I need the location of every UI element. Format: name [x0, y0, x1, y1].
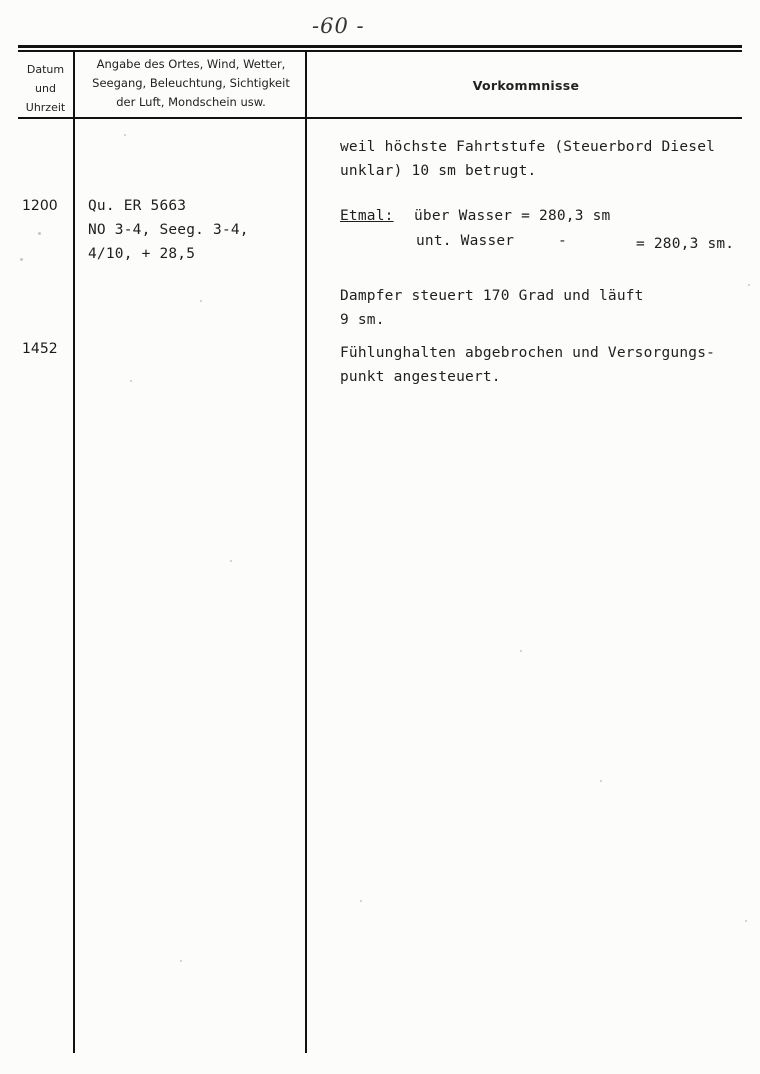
continuation-line-2: unklar) 10 sm betrugt.	[340, 163, 537, 179]
entry-1200-weather: 4/10, + 28,5	[88, 246, 196, 262]
scan-speck	[600, 780, 602, 782]
header-angabe-line1: Angabe des Ortes, Wind, Wetter,	[96, 57, 286, 71]
scan-speck	[520, 650, 522, 652]
scan-speck	[124, 134, 126, 136]
entry-time-1200: 1200	[22, 198, 58, 214]
continuation-line-1: weil höchste Fahrtstufe (Steuerbord Diesel	[340, 139, 716, 155]
header-angabe-line2: Seegang, Beleuchtung, Sichtigkeit	[92, 76, 290, 90]
scan-speck	[748, 284, 750, 286]
scan-speck	[200, 300, 202, 302]
entry-1452-line-1: Fühlunghalten abgebrochen und Versorgungs-	[340, 345, 716, 361]
page-number: -60 -	[312, 14, 365, 38]
etmal-ueber-wasser: über Wasser = 280,3 sm	[414, 208, 611, 224]
dampfer-line-1: Dampfer steuert 170 Grad und läuft	[340, 288, 644, 304]
dampfer-line-2: 9 sm.	[340, 312, 385, 328]
entry-1200-position: Qu. ER 5663	[88, 198, 187, 214]
header-datum-line2: und	[35, 82, 56, 95]
scan-speck	[230, 560, 232, 562]
entry-1452-line-2: punkt angesteuert.	[340, 369, 501, 385]
header-datum	[18, 60, 73, 117]
header-bottom-rule	[18, 117, 742, 119]
header-vorkommnisse: Vorkommnisse	[472, 78, 580, 93]
column-divider-datum	[73, 50, 75, 1053]
scan-speck	[180, 960, 182, 962]
header-angabe	[78, 55, 304, 112]
entry-1200-wind: NO 3-4, Seeg. 3-4,	[88, 222, 249, 238]
etmal-unter-wasser-label: unt. Wasser	[416, 233, 515, 249]
scan-speck	[360, 900, 362, 902]
etmal-unter-wasser-value: = 280,3 sm.	[636, 236, 735, 252]
column-divider-angabe	[305, 50, 307, 1053]
header-angabe-line3: der Luft, Mondschein usw.	[116, 95, 266, 109]
scan-speck	[745, 920, 747, 922]
scan-speck	[130, 380, 132, 382]
header-datum-line1: Datum	[26, 63, 65, 76]
header-top-rule-inner	[18, 50, 742, 52]
header-top-rule	[18, 45, 742, 48]
scan-speck	[38, 232, 41, 235]
scan-speck	[20, 258, 23, 261]
entry-time-1452: 1452	[22, 341, 58, 357]
header-datum-line3: Uhrzeit	[25, 101, 66, 114]
etmal-unter-wasser-dash: -	[558, 233, 567, 249]
etmal-label: Etmal:	[340, 208, 394, 224]
